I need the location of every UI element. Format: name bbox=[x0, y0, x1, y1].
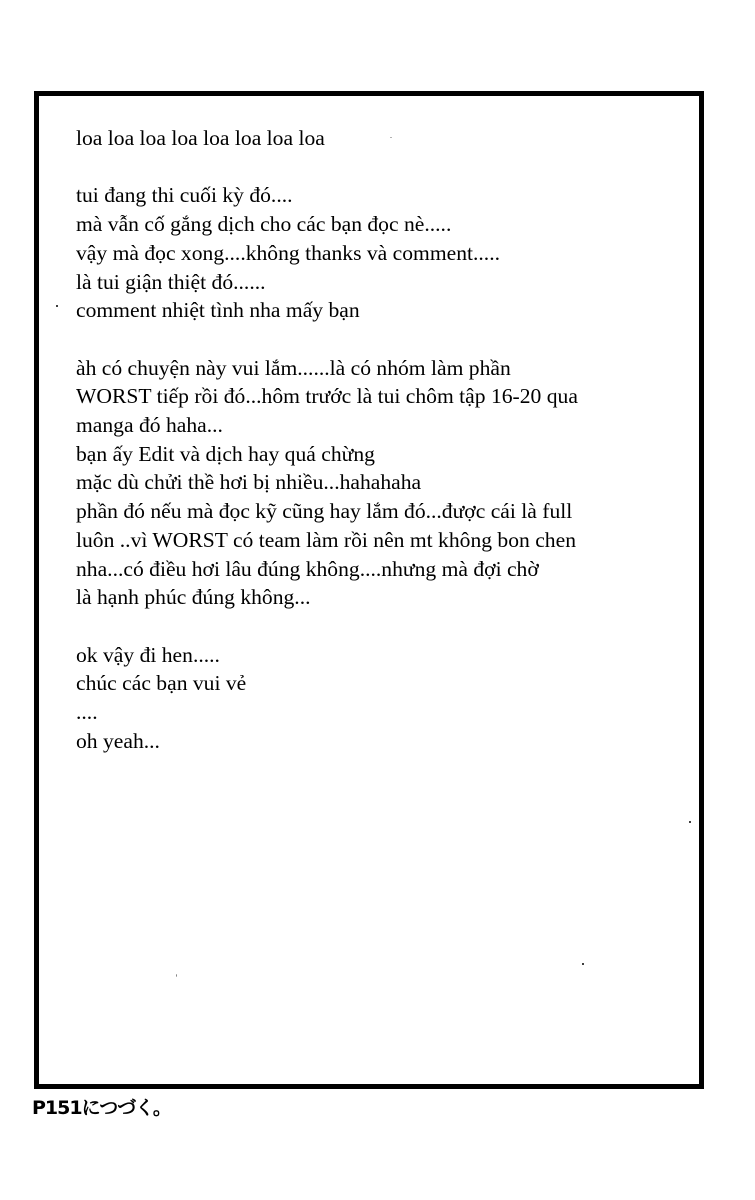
note-line: ok vậy đi hen..... bbox=[76, 642, 220, 667]
note-line: .... bbox=[76, 700, 98, 725]
note-line: mà vẫn cố gắng dịch cho các bạn đọc nè..... bbox=[76, 212, 452, 237]
note-line: là hạnh phúc đúng không... bbox=[76, 585, 311, 610]
note-line: là tui giận thiệt đó...... bbox=[76, 269, 266, 294]
note-line: tui đang thi cuối kỳ đó.... bbox=[76, 183, 293, 208]
note-line bbox=[76, 153, 688, 182]
page-frame bbox=[34, 91, 704, 1089]
note-line: nha...có điều hơi lâu đúng không....nhưng mà đợi chờ bbox=[76, 556, 539, 581]
note-line: oh yeah... bbox=[76, 728, 160, 753]
note-line bbox=[76, 325, 688, 354]
note-line: mặc dù chửi thề hơi bị nhiều...hahahaha bbox=[76, 470, 422, 495]
note-line: vậy mà đọc xong....không thanks và comment..... bbox=[76, 240, 500, 265]
scan-speck bbox=[390, 137, 392, 138]
note-line: loa loa loa loa loa loa loa loa bbox=[76, 126, 325, 150]
continued-on-page-label: P151につづく。 bbox=[32, 1097, 171, 1119]
scan-speck bbox=[56, 305, 58, 307]
note-line: bạn ấy Edit và dịch hay quá chừng bbox=[76, 441, 375, 466]
note-line: WORST tiếp rồi đó...hôm trước là tui chôm tập 16-20 qua bbox=[76, 384, 578, 409]
note-line: manga đó haha... bbox=[76, 413, 223, 437]
note-line: phần đó nếu mà đọc kỹ cũng hay lắm đó...được cái là full bbox=[76, 499, 573, 524]
note-line: àh có chuyện này vui lắm......là có nhóm làm phần bbox=[76, 355, 511, 380]
note-line: comment nhiệt tình nha mấy bạn bbox=[76, 298, 360, 323]
note-line bbox=[76, 612, 688, 641]
note-line: luôn ..vì WORST có team làm rồi nên mt không bon chen bbox=[76, 527, 576, 552]
scan-speck bbox=[176, 974, 177, 977]
scan-speck bbox=[689, 821, 691, 823]
scan-speck bbox=[582, 963, 584, 965]
translator-note bbox=[76, 124, 688, 755]
note-line: chúc các bạn vui vẻ bbox=[76, 671, 247, 696]
